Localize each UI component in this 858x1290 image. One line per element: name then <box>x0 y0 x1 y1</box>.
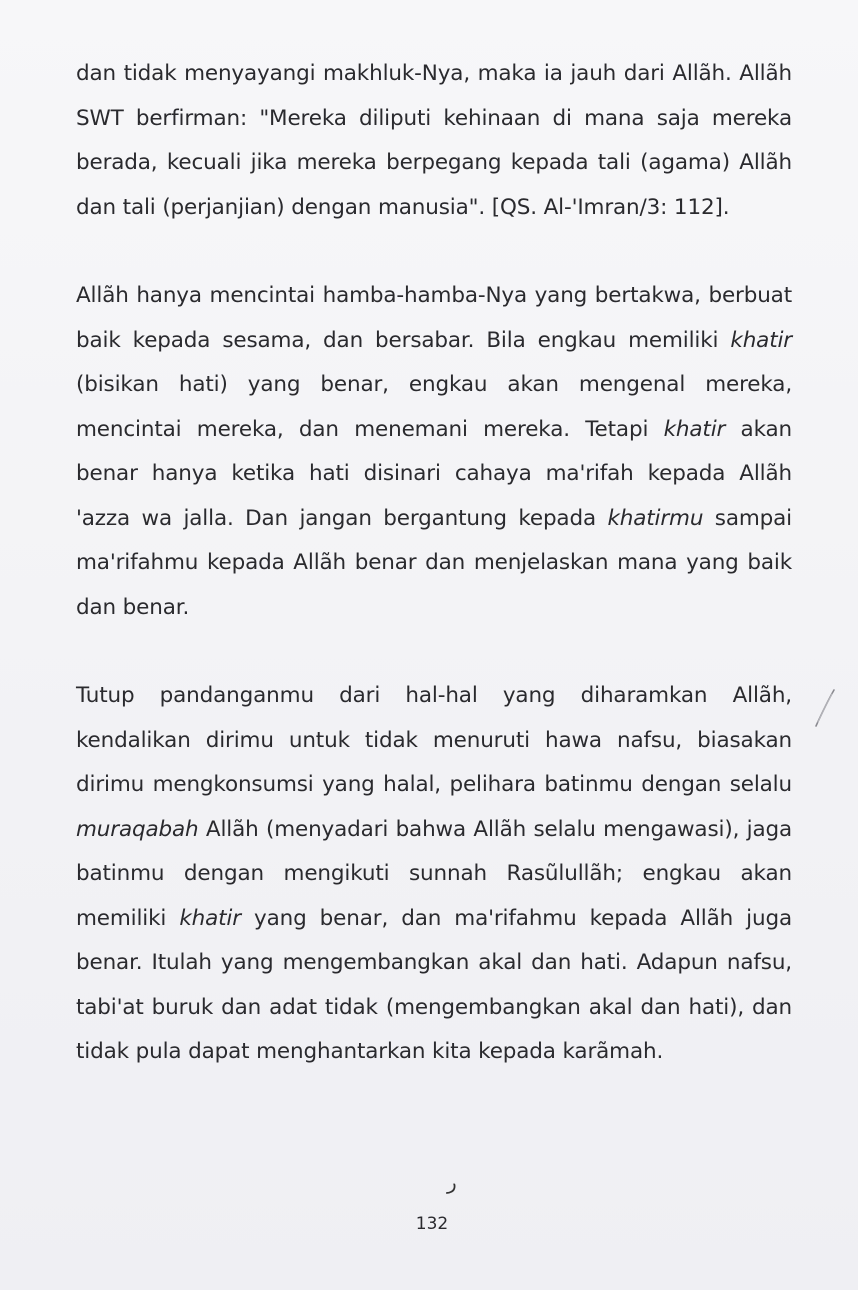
paragraph-1 <box>76 52 792 230</box>
text-run: akan benar hanya ketika hati disinari cahaya ma'rifah kepada Allãh 'azza wa jalla. Dan jangan bergantung kepada <box>76 416 792 531</box>
italic-term: khatir <box>730 327 792 353</box>
italic-term: khatirmu <box>607 505 704 531</box>
text-run: Tutup pandanganmu dari hal-hal yang diharamkan Allãh, kendalikan dirimu untuk tidak menuruti hawa nafsu, biasakan dirimu mengkonsumsi yang halal, pelihara batinmu dengan selalu <box>76 683 792 797</box>
paragraph-3 <box>76 674 792 1075</box>
italic-term: khatir <box>179 905 241 931</box>
text-run: Allãh hanya mencintai hamba-hamba-Nya yang bertakwa, berbuat baik kepada sesama, dan bersabar. Bila engkau memiliki <box>76 283 792 353</box>
text-run: Allãh (menyadari bahwa Allãh selalu mengawasi), jaga batinmu dengan mengikuti sunnah Rasũlullãh; engkau akan memiliki <box>76 816 792 931</box>
text-run: sampai ma'rifahmu kepada Allãh benar dan menjelaskan mana yang baik dan benar. <box>76 505 792 620</box>
text-run: (bisikan hati) yang benar, engkau akan mengenal mereka, mencintai mereka, dan menemani mereka. Tetapi <box>76 372 792 442</box>
paragraph-2 <box>76 274 792 630</box>
text-run: yang benar, dan ma'rifahmu kepada Allãh juga benar. Itulah yang mengembangkan akal dan hati. Adapun nafsu, tabi'at buruk dan adat tidak (mengembangkan akal dan hati), dan tidak pula dapat menghantarkan kita kepada karãmah. <box>76 905 792 1064</box>
text-run: dan tidak menyayangi makhluk-Nya, maka ia jauh dari Allãh. Allãh SWT berfirman: "Mereka diliputi kehinaan di mana saja mereka berada, kecuali jika mereka berpegang kepada tali (agama) Allãh dan tali (perjanjian) dengan manusia". [QS. Al-'Imran/3: 112]. <box>76 61 792 220</box>
italic-term: khatir <box>663 416 726 442</box>
page-body <box>76 52 792 1075</box>
page-number: 132 <box>415 1214 449 1234</box>
pen-stroke-mark <box>812 688 838 728</box>
stray-mark: ﺭ <box>447 1170 457 1194</box>
italic-term: muraqabah <box>76 816 199 842</box>
